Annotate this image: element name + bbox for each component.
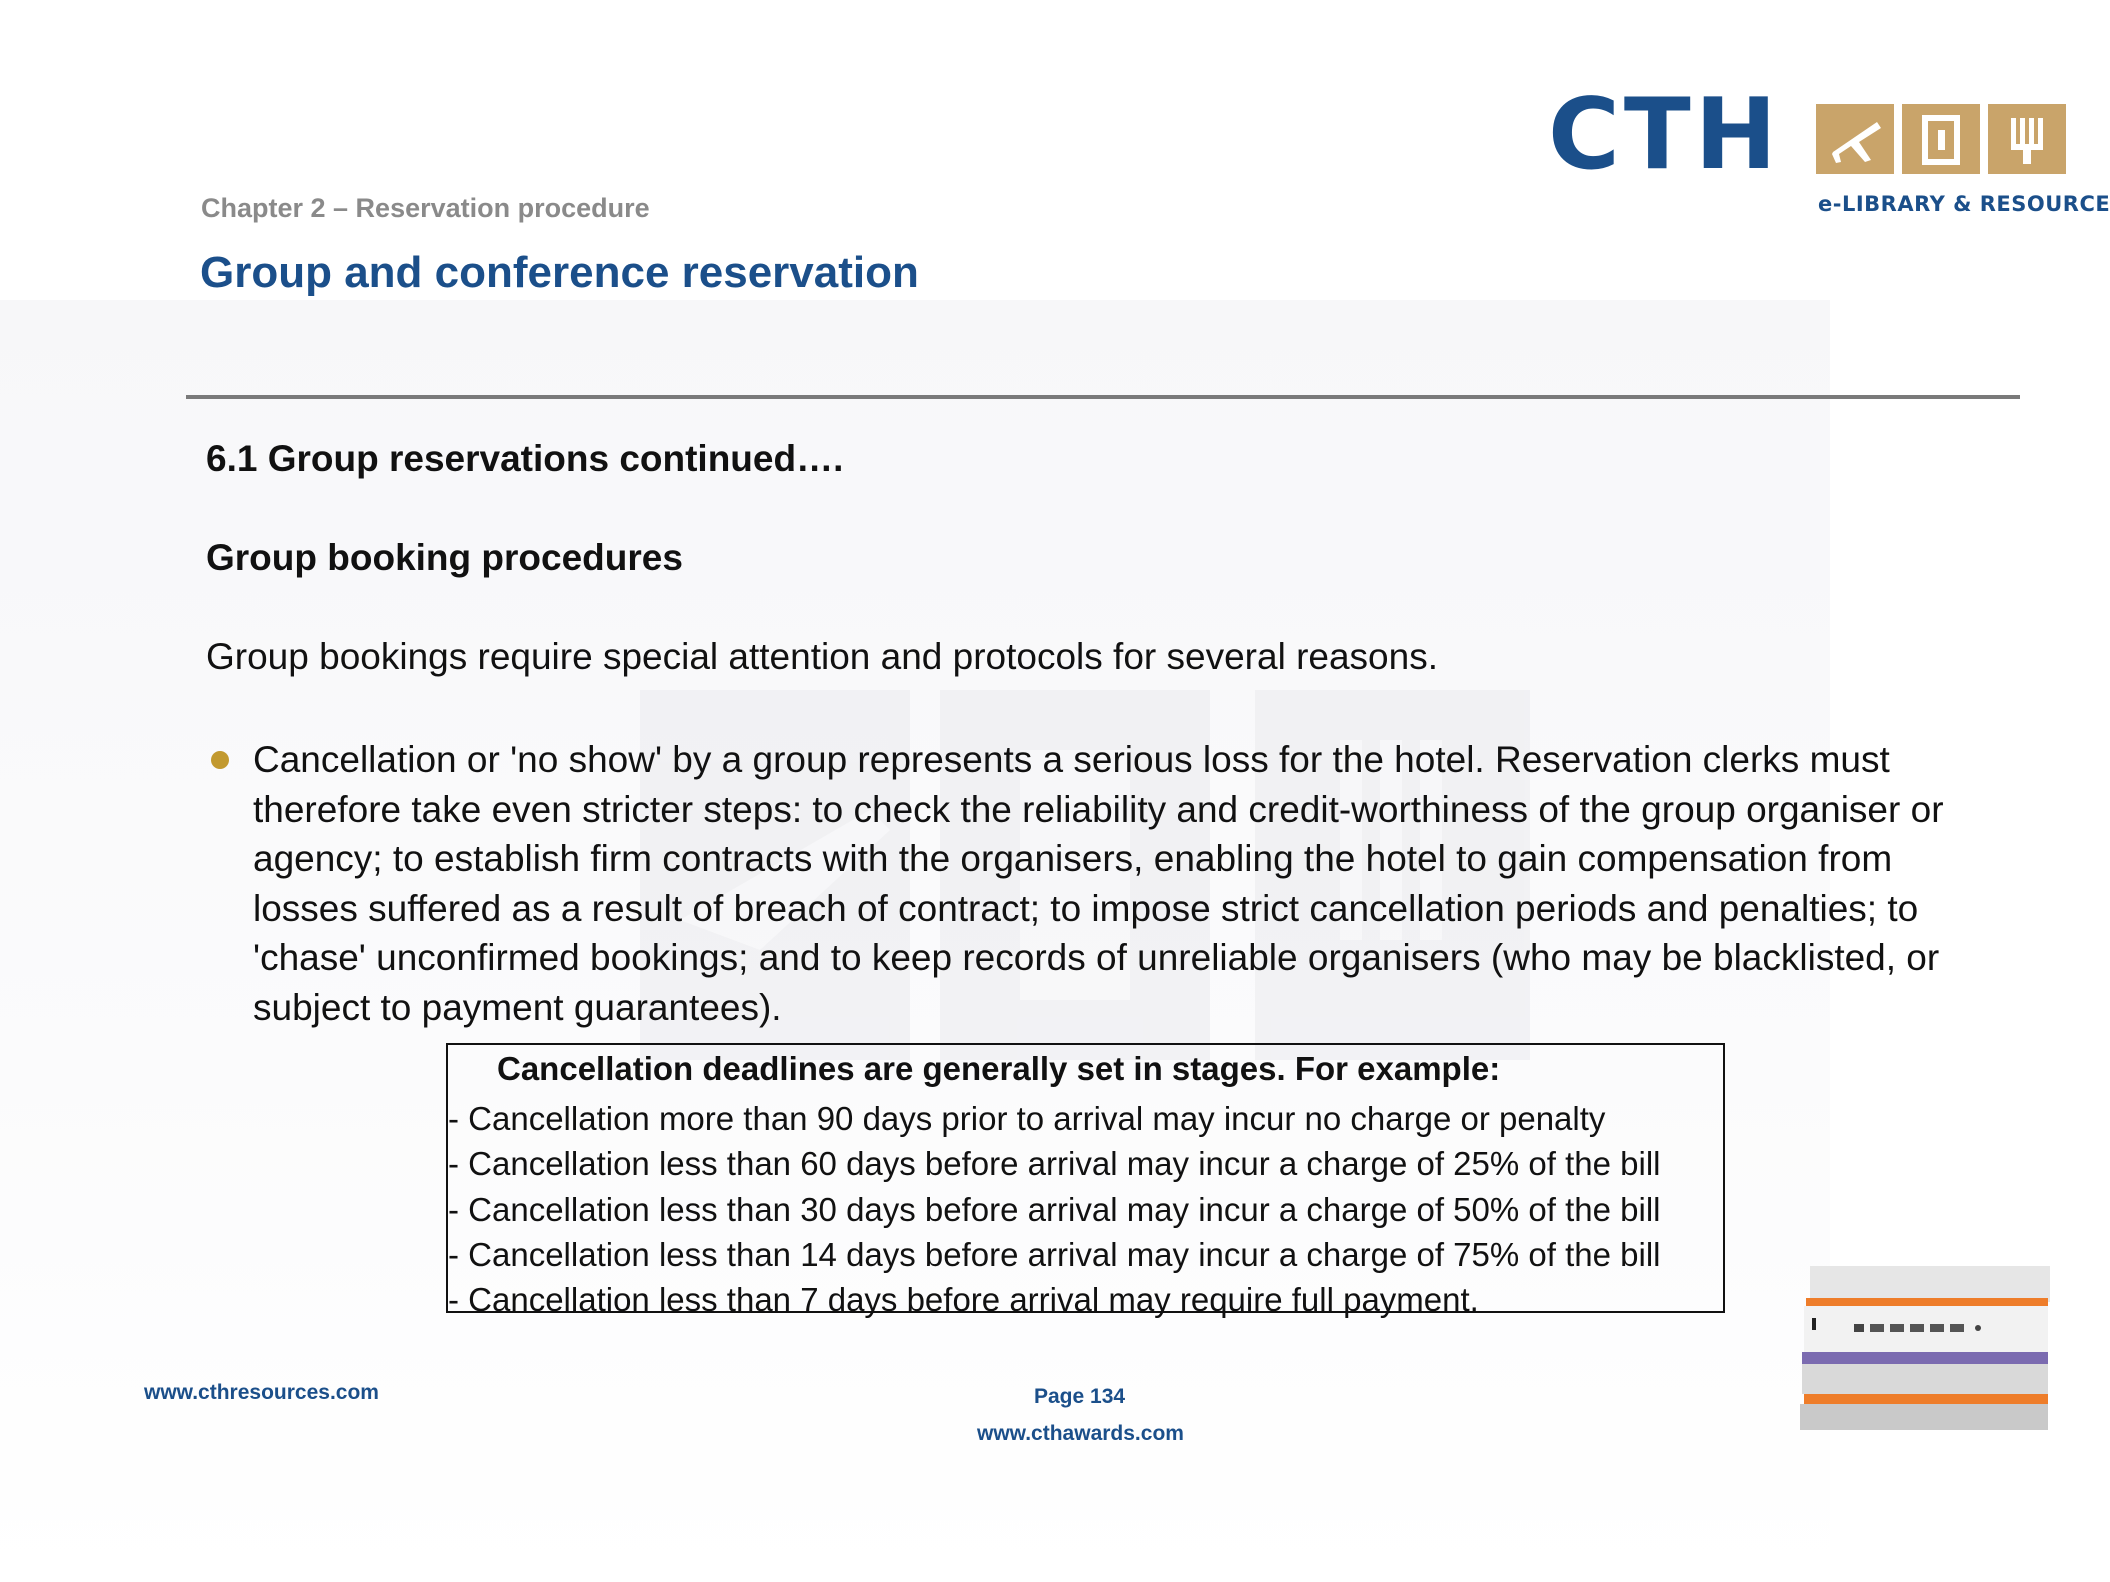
list-item: - Cancellation less than 60 days before arrival may incur a charge of 25% of the bill bbox=[448, 1145, 1661, 1183]
fork-icon bbox=[1988, 104, 2066, 174]
deadlines-heading: Cancellation deadlines are generally set in stages. For example: bbox=[497, 1050, 1501, 1087]
section-heading: 6.1 Group reservations continued…. bbox=[206, 438, 844, 479]
sub-heading: Group booking procedures bbox=[206, 537, 683, 578]
cth-logo bbox=[1548, 78, 2110, 220]
bullet-dot-icon bbox=[211, 751, 229, 769]
list-item: - Cancellation more than 90 days prior to arrival may incur no charge or penalty bbox=[448, 1100, 1606, 1137]
list-item: - Cancellation less than 30 days before arrival may incur a charge of 50% of the bill bbox=[448, 1190, 1661, 1228]
books-illustration bbox=[1800, 1260, 2048, 1432]
footer-left-url[interactable]: www.cthresources.com bbox=[144, 1381, 379, 1404]
page-title: Group and conference reservation bbox=[200, 248, 919, 297]
header-divider bbox=[186, 395, 2020, 399]
logo-brand-text: CTH bbox=[1548, 78, 1781, 192]
logo-tiles bbox=[1816, 104, 2066, 174]
deadlines-list bbox=[448, 1096, 1660, 1322]
logo-subtitle: e-LIBRARY & RESOURCE bbox=[1818, 192, 2110, 216]
bullet-text: Cancellation or 'no show' by a group represents a serious loss for the hotel. Reservation clerks must therefore take even stricter steps: to check the reliability and credit-worthiness of the group organiser or agency; to establish firm contracts with the organisers, enabling the hotel to gain compensation from losses suffered as a result of breach of contract; to impose strict cancellation periods and penalties; to 'chase' unconfirmed bookings; and to keep records of unreliable organisers (who may be blacklisted, or subject to payment guarantees). bbox=[253, 739, 1944, 1028]
list-item: - Cancellation less than 7 days before arrival may require full payment. bbox=[448, 1281, 1479, 1319]
page-number: Page 134 bbox=[1034, 1385, 1126, 1408]
footer-center-url[interactable]: www.cthawards.com bbox=[977, 1422, 1184, 1445]
bullet-item bbox=[206, 735, 2006, 1032]
cancellation-deadlines-box bbox=[446, 1043, 1725, 1319]
chapter-label: Chapter 2 – Reservation procedure bbox=[201, 193, 650, 223]
door-icon bbox=[1902, 104, 1980, 174]
intro-paragraph: Group bookings require special attention and protocols for several reasons. bbox=[206, 636, 1438, 677]
list-item: - Cancellation less than 14 days before arrival may incur a charge of 75% of the bill bbox=[448, 1235, 1661, 1273]
airplane-icon bbox=[1816, 104, 1894, 174]
